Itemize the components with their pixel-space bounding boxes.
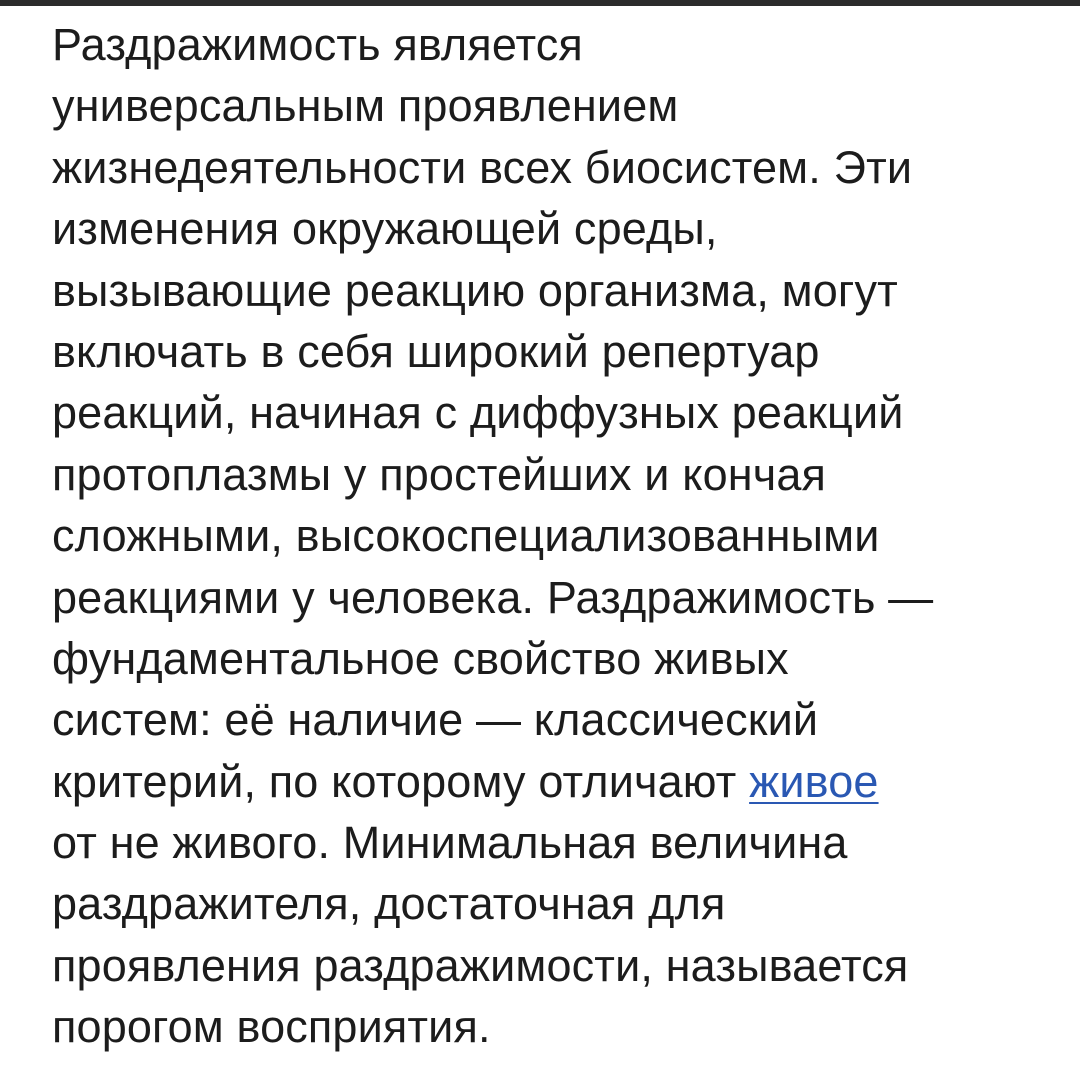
text-line: реакций, начиная с диффузных реакций — [52, 387, 904, 439]
text-line: включать в себя широкий репертуар — [52, 325, 820, 377]
text-line: Раздражимость является — [52, 19, 583, 70]
text-line: изменения окружающей среды, — [52, 203, 718, 255]
text-line: раздражителя, достаточная для — [52, 878, 726, 930]
text-line: фундаментальное свойство живых — [52, 632, 789, 684]
text-line: протоплазмы у простейших и кончая — [52, 448, 827, 500]
text-line: сложными, высокоспециализованными — [52, 510, 880, 562]
text-line: универсальным проявлением — [52, 80, 679, 132]
text-line: вызывающие реакцию организма, могут — [52, 264, 898, 316]
text-line: реакциями у человека. Раздражимость — — [52, 571, 934, 623]
text-line-segment: критерий, по которому отличают — [52, 755, 750, 807]
link-zhivoe[interactable]: живое — [749, 755, 879, 807]
text-line: жизнедеятельности всех биосистем. Эти — [52, 141, 913, 193]
text-line: проявления раздражимости, называется — [52, 939, 909, 991]
text-line: от не живого. Минимальная величина — [52, 817, 848, 869]
text-line: систем: её наличие — классический — [52, 694, 819, 746]
text-line: порогом восприятия. — [52, 1001, 491, 1053]
article-text — [52, 14, 1062, 1058]
top-edge-bar — [0, 0, 1080, 6]
text-line-with-link — [52, 751, 1062, 812]
